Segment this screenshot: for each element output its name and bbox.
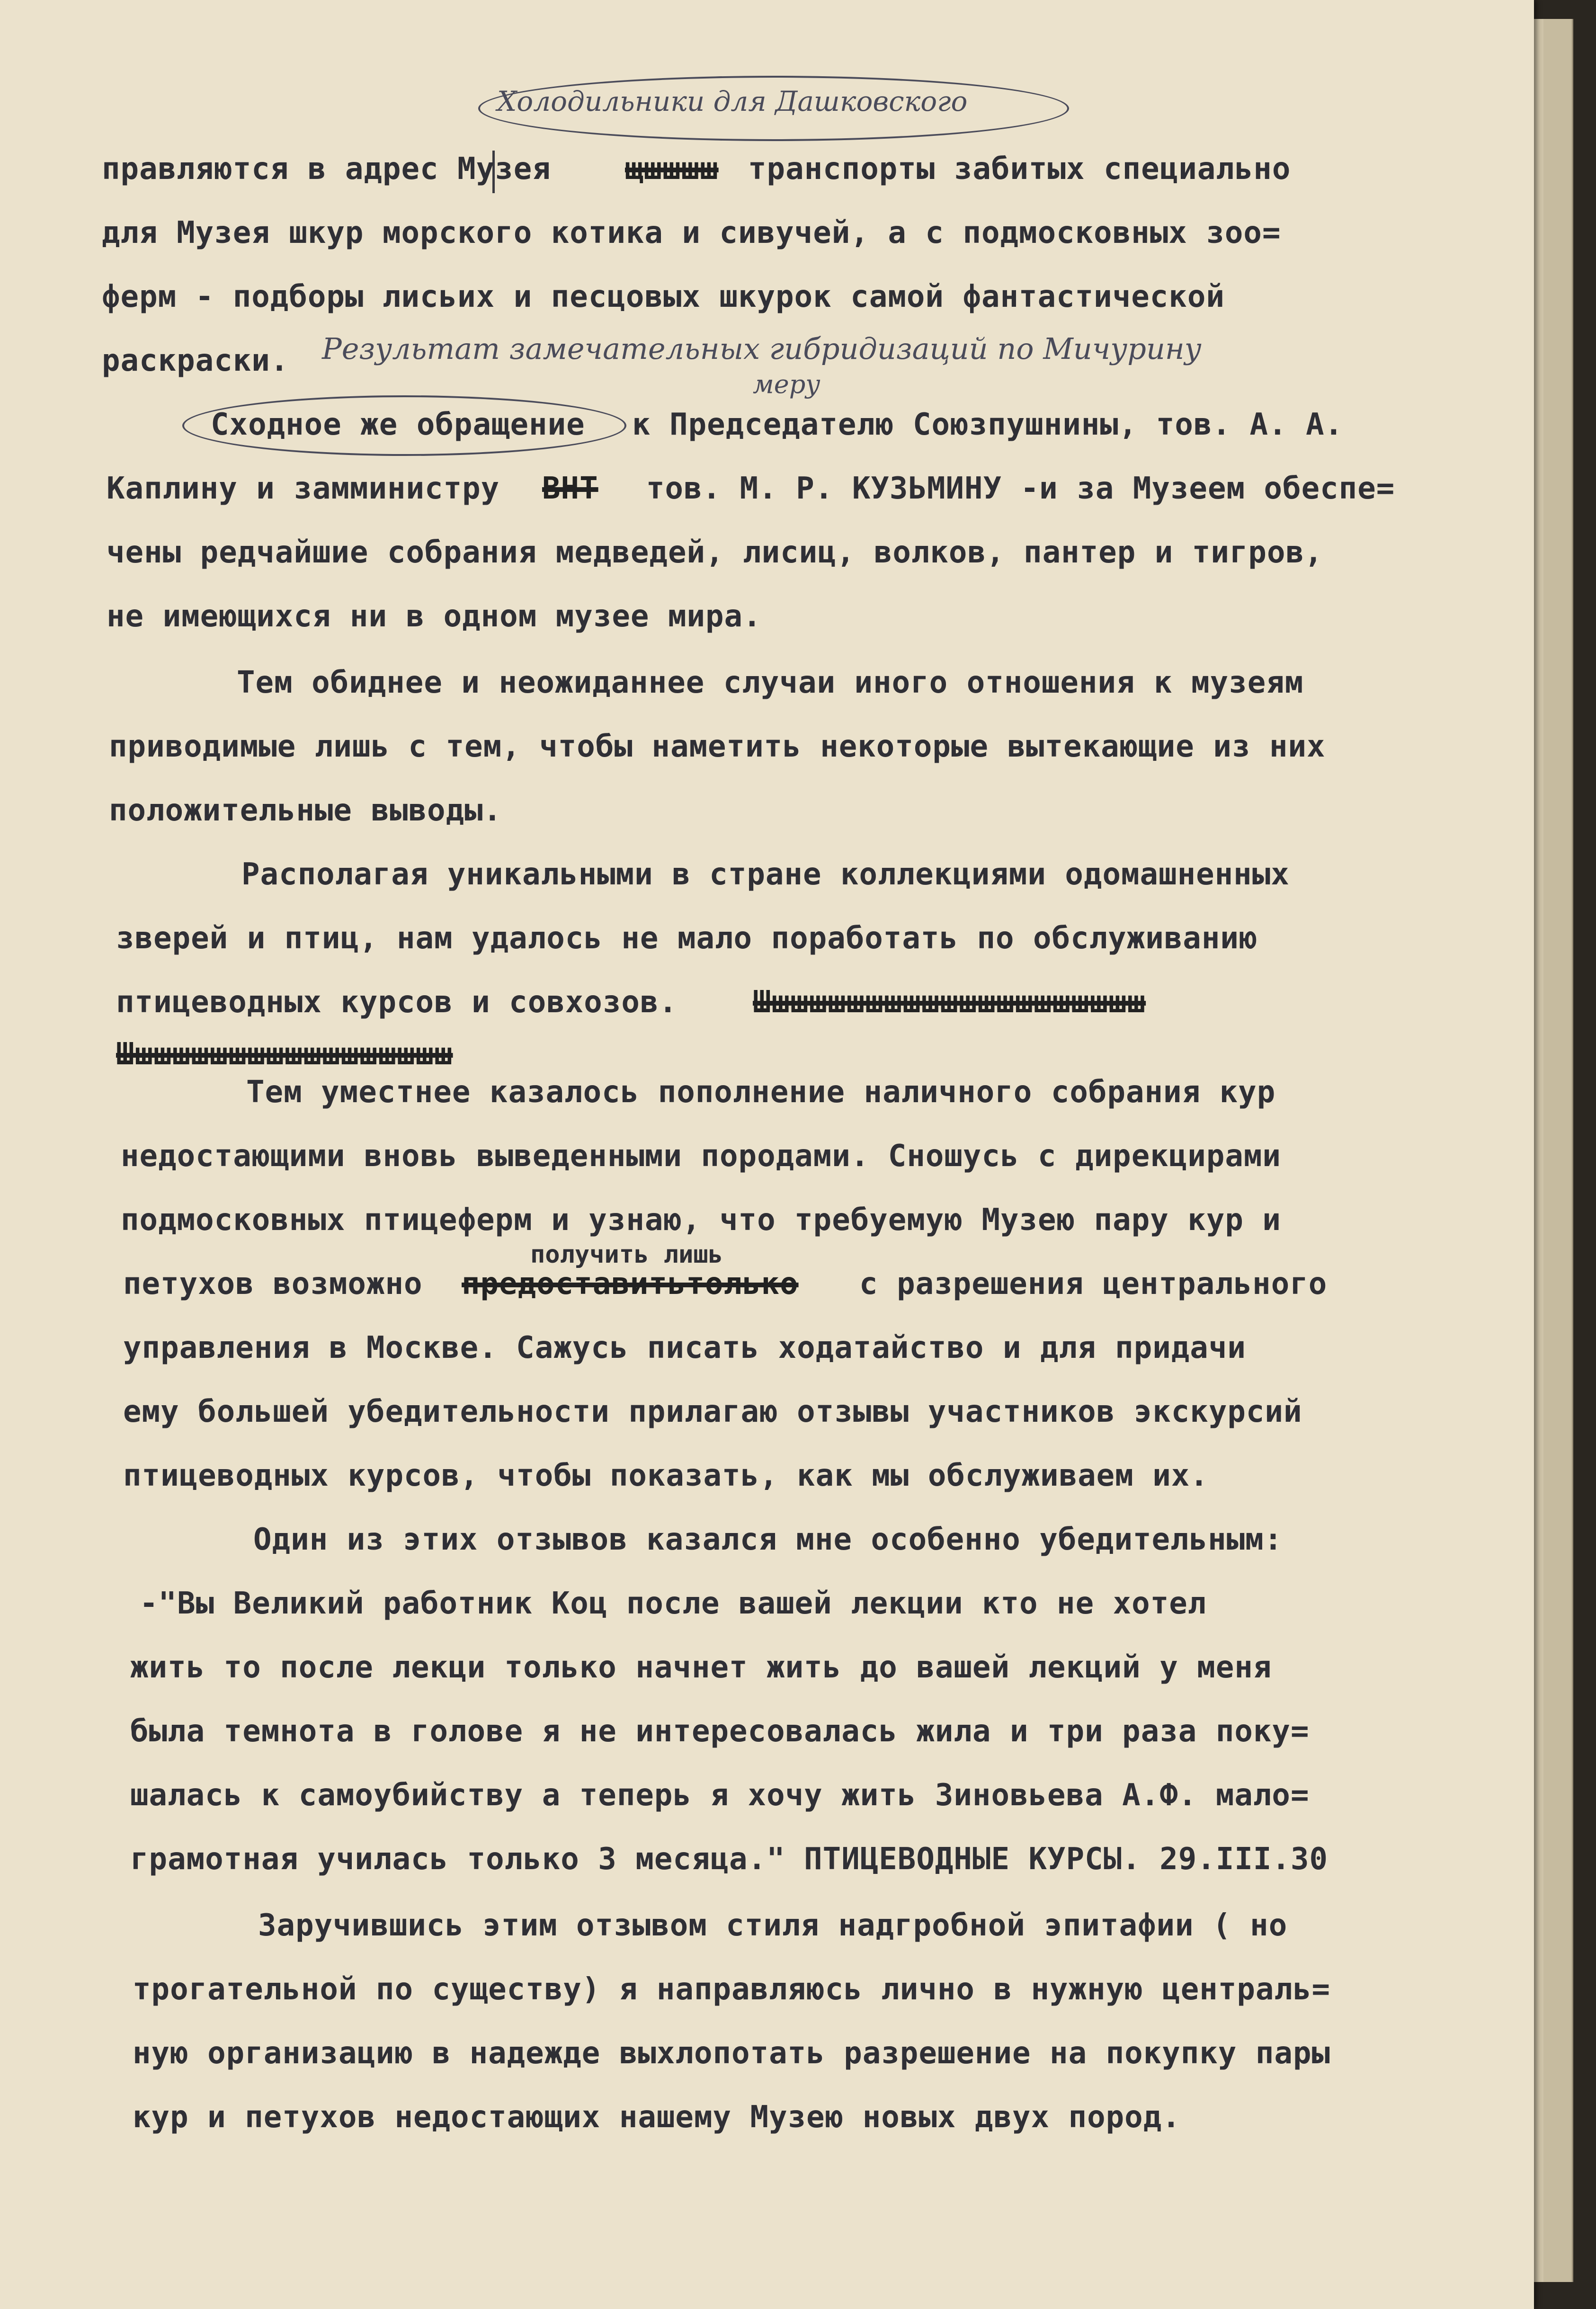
text-line: ферм - подборы лисьих и песцовых шкурок самой фантастической <box>102 279 1225 314</box>
text-line: была темнота в голове я не интересовалась жила и три раза поку= <box>130 1714 1310 1749</box>
text-line: грамотная училась только 3 месяца." ПТИЦЕВОДНЫЕ КУРСЫ. 29.III.30 <box>130 1842 1328 1877</box>
struck-out-word: ВНТ <box>542 471 598 506</box>
text-line: Заручившись этим отзывом стиля надгробной эпитафии ( но <box>258 1908 1288 1943</box>
text-line: Каплину и замминистру <box>107 471 500 506</box>
handwritten-note-top: Холодильники для Дашковского <box>497 85 968 117</box>
text-line: кур и петухов недостающих нашему Музею новых двух пород. <box>133 2100 1181 2135</box>
struck-out-word: щшшшш <box>625 152 719 187</box>
text-line: для Музея шкур морского котика и сивучей, а с подмосковных зоо= <box>102 215 1281 250</box>
text-line: петухов возможно <box>123 1266 423 1302</box>
text-line: с разрешения центрального <box>859 1266 1328 1302</box>
text-line: приводимые лишь с тем, чтобы наметить некоторые вытекающие из них <box>109 729 1326 764</box>
text-line: ную организацию в надежде выхлопотать разрешение на покупку пары <box>133 2036 1330 2071</box>
text-line: подмосковных птицеферм и узнаю, что требуемую Музею пару кур и <box>121 1203 1281 1238</box>
text-line: положительные выводы. <box>109 793 502 828</box>
handwritten-insert: Результат замечательных гибридизаций по Мичурину <box>322 331 1202 366</box>
text-line: Располагая уникальными в стране коллекциями одомашненных <box>241 857 1290 892</box>
text-line: зверей и птиц, нам удалось не мало поработать по обслуживанию <box>116 921 1258 956</box>
text-line: раскраски. <box>102 343 289 378</box>
text-line: Сходное же обращение <box>211 407 585 442</box>
text-line: птицеводных курсов, чтобы показать, как мы обслуживаем их. <box>123 1458 1209 1493</box>
text-line: Тем уместнее казалось пополнение наличного собрания кур <box>246 1075 1276 1110</box>
text-line: тов. М. Р. КУЗЬМИНУ -и за Музеем обеспе= <box>646 471 1395 506</box>
text-line: Тем обиднее и неожиданнее случаи иного отношения к музеям <box>237 665 1304 700</box>
typed-insertion-above: получить лишь <box>530 1240 723 1269</box>
text-line: птицеводных курсов и совхозов. <box>116 985 678 1020</box>
handwritten-insert-2: меру <box>753 369 820 399</box>
struck-out-word: предоставитьтолько <box>462 1266 799 1302</box>
text-line: ему большей убедительности прилагаю отзывы участников экскурсий <box>123 1394 1302 1429</box>
text-line: недостающими вновь выведенными породами. Сношусь с дирекцирами <box>121 1139 1281 1174</box>
text-line: управления в Москве. Сажусь писать ходатайство и для придачи <box>123 1330 1246 1365</box>
text-line: транспорты забитых специально <box>748 152 1291 187</box>
text-line: шалась к самоубийству а теперь я хочу жить Зиновьева А.Ф. мало= <box>130 1778 1310 1813</box>
text-line: к Председателю Союзпушнины, тов. А. А. <box>632 407 1344 442</box>
text-line: -"Вы Великий работник Коц после вашей лекции кто не хотел <box>140 1586 1207 1621</box>
text-line: правляются в адрес Музея <box>102 152 551 187</box>
text-line: чены редчайшие собрания медведей, лисиц, волков, пантер и тигров, <box>107 535 1323 570</box>
text-line: жить то после лекци только начнет жить до вашей лекций у меня <box>130 1650 1272 1685</box>
text-line: Один из этих отзывов казался мне особенно убедительным: <box>253 1522 1283 1557</box>
struck-out-passage: Шшшшшшшшшшшшшшшшшшшшш <box>753 985 1146 1020</box>
text-line: трогательной по существу) я направляюсь лично в нужную централь= <box>133 1972 1330 2007</box>
struck-out-passage: Шшшшшшшшшшшшшшшшшш <box>116 1037 453 1072</box>
text-line: не имеющихся ни в одном музее мира. <box>107 599 762 634</box>
